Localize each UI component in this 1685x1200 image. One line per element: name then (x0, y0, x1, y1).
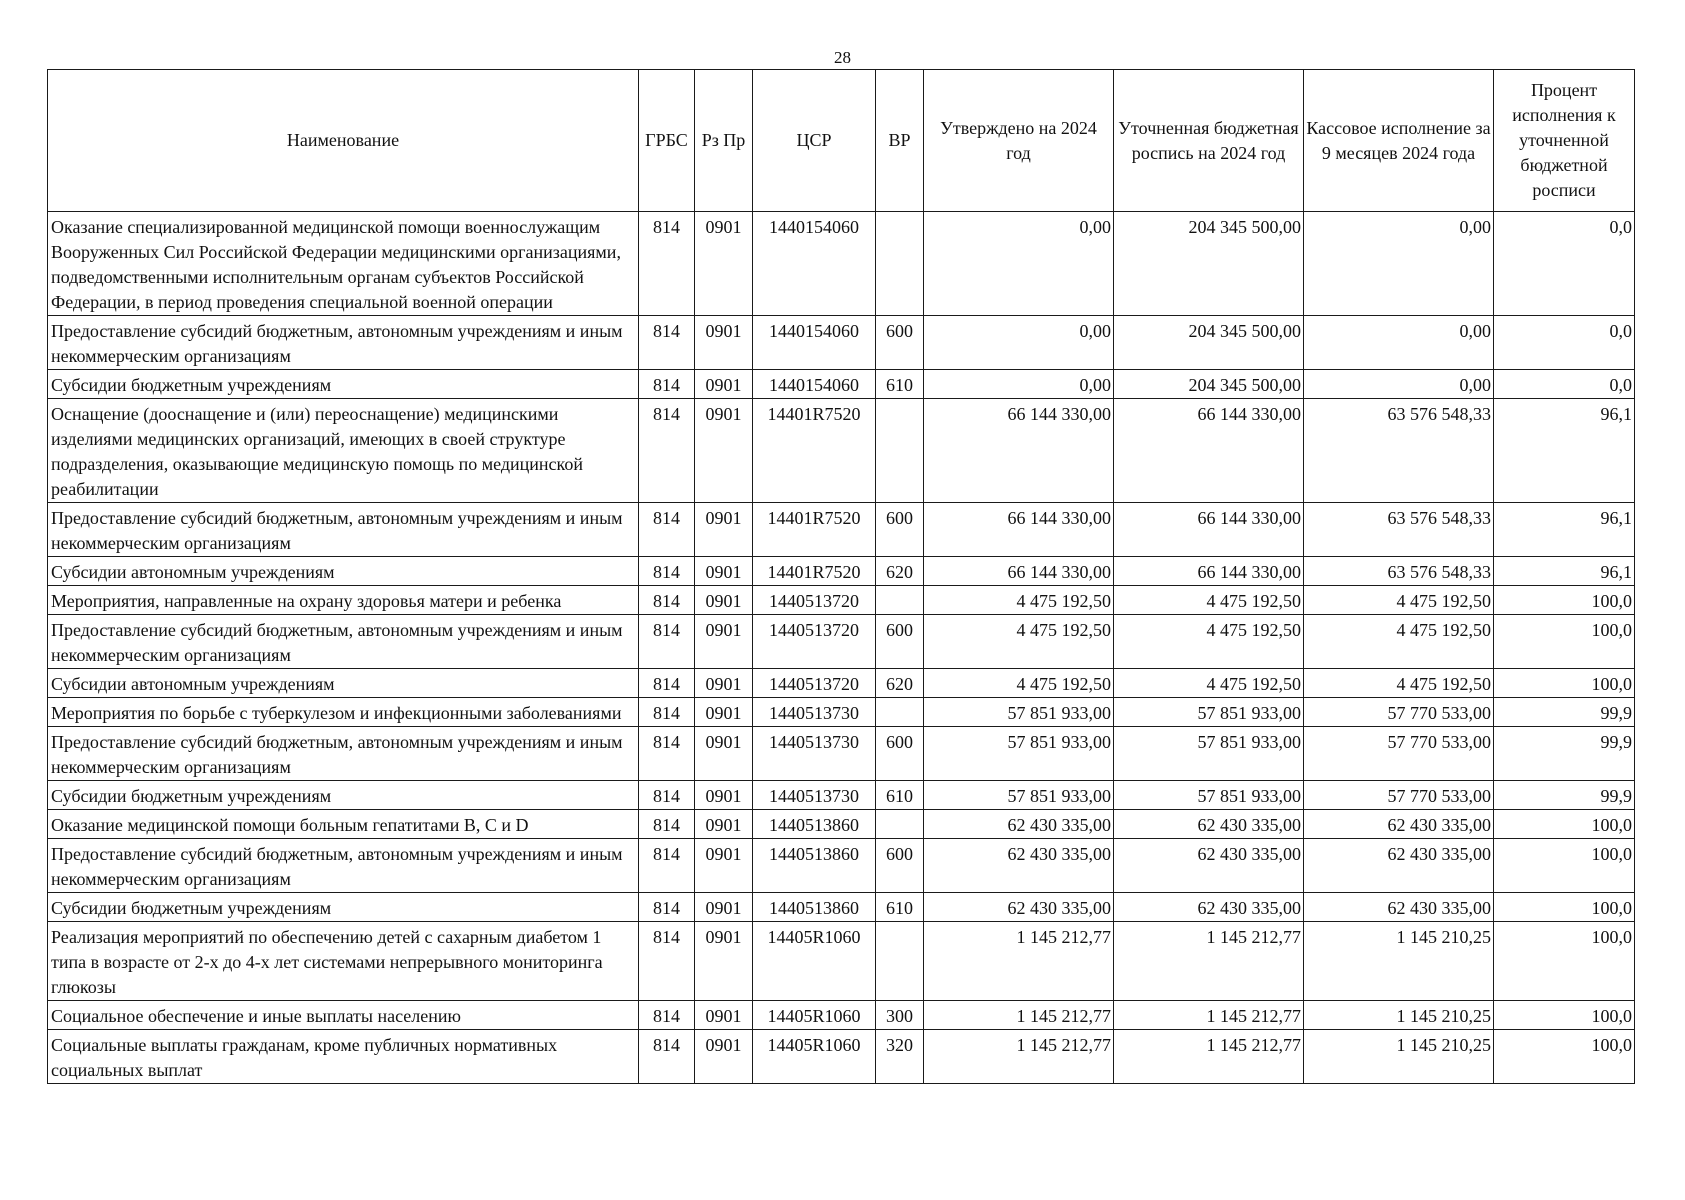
table-row (48, 212, 1635, 316)
table-body (48, 212, 1635, 1084)
row-name-cell: Реализация мероприятий по обеспечению детей с сахарным диабетом 1 типа в возрасте от 2-х до 4-х лет системами непрерывного мониторинга глюкозы (48, 922, 639, 1001)
row-csr-cell: 14405R1060 (753, 1001, 876, 1030)
table-row (48, 1030, 1635, 1084)
row-percent-cell: 100,0 (1494, 1030, 1635, 1084)
table-row (48, 727, 1635, 781)
row-grbs-cell: 814 (639, 669, 695, 698)
row-vr-cell (876, 810, 924, 839)
row-grbs-cell: 814 (639, 316, 695, 370)
row-csr-cell: 1440513720 (753, 586, 876, 615)
row-grbs-cell: 814 (639, 781, 695, 810)
table-row (48, 922, 1635, 1001)
row-percent-cell: 96,1 (1494, 503, 1635, 557)
row-approved-cell: 62 430 335,00 (924, 839, 1114, 893)
row-vr-cell: 600 (876, 839, 924, 893)
row-vr-cell (876, 698, 924, 727)
row-vr-cell: 610 (876, 893, 924, 922)
row-rzpr-cell: 0901 (695, 503, 753, 557)
row-name-cell: Оказание медицинской помощи больным гепатитами B, C и D (48, 810, 639, 839)
row-approved-cell: 1 145 212,77 (924, 922, 1114, 1001)
row-approved-cell: 1 145 212,77 (924, 1030, 1114, 1084)
row-grbs-cell: 814 (639, 557, 695, 586)
row-grbs-cell: 814 (639, 698, 695, 727)
row-rzpr-cell: 0901 (695, 1030, 753, 1084)
row-vr-cell (876, 586, 924, 615)
row-name-cell: Оснащение (дооснащение и (или) переоснащение) медицинскими изделиями медицинских организаций, имеющих в своей структуре подразделения, оказывающие медицинскую помощь по медицинской реабилитации (48, 399, 639, 503)
row-refined-cell: 66 144 330,00 (1114, 399, 1304, 503)
page-number: 28 (834, 48, 851, 67)
row-vr-cell: 620 (876, 669, 924, 698)
row-rzpr-cell: 0901 (695, 922, 753, 1001)
row-approved-cell: 57 851 933,00 (924, 781, 1114, 810)
row-name-cell: Оказание специализированной медицинской помощи военнослужащим Вооруженных Сил Российской Федерации медицинскими организациями, подведомственными исполнительным органам субъектов Российской Федерации, в период проведения специальной военной операции (48, 212, 639, 316)
row-cash-cell: 57 770 533,00 (1304, 781, 1494, 810)
row-cash-cell: 63 576 548,33 (1304, 503, 1494, 557)
row-vr-cell (876, 922, 924, 1001)
row-rzpr-cell: 0901 (695, 586, 753, 615)
table-row (48, 781, 1635, 810)
row-vr-cell: 600 (876, 503, 924, 557)
row-refined-cell: 57 851 933,00 (1114, 727, 1304, 781)
row-cash-cell: 63 576 548,33 (1304, 399, 1494, 503)
row-name-cell: Субсидии автономным учреждениям (48, 669, 639, 698)
row-approved-cell: 0,00 (924, 316, 1114, 370)
row-csr-cell: 1440154060 (753, 370, 876, 399)
table-row (48, 399, 1635, 503)
header-csr: ЦСР (753, 70, 876, 212)
row-percent-cell: 0,0 (1494, 316, 1635, 370)
row-percent-cell: 100,0 (1494, 669, 1635, 698)
header-rzpr: Рз Пр (695, 70, 753, 212)
row-rzpr-cell: 0901 (695, 727, 753, 781)
row-cash-cell: 4 475 192,50 (1304, 669, 1494, 698)
row-csr-cell: 1440513720 (753, 669, 876, 698)
row-name-cell: Мероприятия, направленные на охрану здоровья матери и ребенка (48, 586, 639, 615)
row-percent-cell: 0,0 (1494, 370, 1635, 399)
table-row (48, 698, 1635, 727)
row-vr-cell: 610 (876, 781, 924, 810)
row-name-cell: Мероприятия по борьбе с туберкулезом и инфекционными заболеваниями (48, 698, 639, 727)
row-refined-cell: 62 430 335,00 (1114, 839, 1304, 893)
header-cash: Кассовое исполнение за 9 месяцев 2024 года (1304, 70, 1494, 212)
row-csr-cell: 1440513730 (753, 781, 876, 810)
header-vr: ВР (876, 70, 924, 212)
table-row (48, 586, 1635, 615)
row-refined-cell: 62 430 335,00 (1114, 893, 1304, 922)
row-name-cell: Предоставление субсидий бюджетным, автономным учреждениям и иным некоммерческим организациям (48, 316, 639, 370)
row-cash-cell: 62 430 335,00 (1304, 893, 1494, 922)
row-csr-cell: 1440513730 (753, 698, 876, 727)
row-rzpr-cell: 0901 (695, 698, 753, 727)
row-percent-cell: 100,0 (1494, 586, 1635, 615)
row-vr-cell: 300 (876, 1001, 924, 1030)
row-name-cell: Предоставление субсидий бюджетным, автономным учреждениям и иным некоммерческим организациям (48, 839, 639, 893)
row-name-cell: Субсидии бюджетным учреждениям (48, 781, 639, 810)
row-approved-cell: 66 144 330,00 (924, 399, 1114, 503)
row-percent-cell: 0,0 (1494, 212, 1635, 316)
row-grbs-cell: 814 (639, 399, 695, 503)
table-row (48, 615, 1635, 669)
row-grbs-cell: 814 (639, 922, 695, 1001)
row-csr-cell: 1440513860 (753, 810, 876, 839)
row-percent-cell: 96,1 (1494, 399, 1635, 503)
row-refined-cell: 204 345 500,00 (1114, 370, 1304, 399)
row-approved-cell: 66 144 330,00 (924, 503, 1114, 557)
row-cash-cell: 62 430 335,00 (1304, 810, 1494, 839)
row-vr-cell (876, 212, 924, 316)
row-name-cell: Субсидии бюджетным учреждениям (48, 370, 639, 399)
row-cash-cell: 57 770 533,00 (1304, 698, 1494, 727)
row-cash-cell: 4 475 192,50 (1304, 586, 1494, 615)
row-approved-cell: 0,00 (924, 212, 1114, 316)
row-rzpr-cell: 0901 (695, 810, 753, 839)
row-name-cell: Субсидии бюджетным учреждениям (48, 893, 639, 922)
row-grbs-cell: 814 (639, 893, 695, 922)
row-approved-cell: 66 144 330,00 (924, 557, 1114, 586)
row-approved-cell: 0,00 (924, 370, 1114, 399)
row-vr-cell: 620 (876, 557, 924, 586)
row-approved-cell: 4 475 192,50 (924, 615, 1114, 669)
row-rzpr-cell: 0901 (695, 316, 753, 370)
row-cash-cell: 1 145 210,25 (1304, 922, 1494, 1001)
header-percent: Процент исполнения к уточненной бюджетной росписи (1494, 70, 1635, 212)
row-rzpr-cell: 0901 (695, 557, 753, 586)
row-cash-cell: 62 430 335,00 (1304, 839, 1494, 893)
row-csr-cell: 14401R7520 (753, 399, 876, 503)
header-refined: Уточненная бюджетная роспись на 2024 год (1114, 70, 1304, 212)
table-row (48, 1001, 1635, 1030)
row-refined-cell: 1 145 212,77 (1114, 922, 1304, 1001)
row-percent-cell: 100,0 (1494, 922, 1635, 1001)
budget-table (47, 69, 1635, 1084)
row-csr-cell: 1440513860 (753, 839, 876, 893)
row-rzpr-cell: 0901 (695, 839, 753, 893)
row-percent-cell: 100,0 (1494, 810, 1635, 839)
row-rzpr-cell: 0901 (695, 399, 753, 503)
row-csr-cell: 1440154060 (753, 212, 876, 316)
row-refined-cell: 1 145 212,77 (1114, 1001, 1304, 1030)
row-name-cell: Предоставление субсидий бюджетным, автономным учреждениям и иным некоммерческим организациям (48, 503, 639, 557)
row-refined-cell: 57 851 933,00 (1114, 781, 1304, 810)
row-approved-cell: 57 851 933,00 (924, 698, 1114, 727)
row-rzpr-cell: 0901 (695, 1001, 753, 1030)
row-vr-cell (876, 399, 924, 503)
row-name-cell: Субсидии автономным учреждениям (48, 557, 639, 586)
row-grbs-cell: 814 (639, 615, 695, 669)
row-rzpr-cell: 0901 (695, 781, 753, 810)
row-cash-cell: 0,00 (1304, 370, 1494, 399)
row-cash-cell: 57 770 533,00 (1304, 727, 1494, 781)
row-csr-cell: 14405R1060 (753, 922, 876, 1001)
row-grbs-cell: 814 (639, 212, 695, 316)
row-refined-cell: 66 144 330,00 (1114, 557, 1304, 586)
row-refined-cell: 57 851 933,00 (1114, 698, 1304, 727)
table-row (48, 839, 1635, 893)
row-refined-cell: 62 430 335,00 (1114, 810, 1304, 839)
row-percent-cell: 100,0 (1494, 615, 1635, 669)
row-cash-cell: 1 145 210,25 (1304, 1001, 1494, 1030)
row-name-cell: Предоставление субсидий бюджетным, автономным учреждениям и иным некоммерческим организациям (48, 727, 639, 781)
row-cash-cell: 63 576 548,33 (1304, 557, 1494, 586)
row-refined-cell: 1 145 212,77 (1114, 1030, 1304, 1084)
row-csr-cell: 14401R7520 (753, 503, 876, 557)
row-approved-cell: 62 430 335,00 (924, 893, 1114, 922)
table-row (48, 370, 1635, 399)
row-csr-cell: 14401R7520 (753, 557, 876, 586)
row-rzpr-cell: 0901 (695, 893, 753, 922)
row-cash-cell: 0,00 (1304, 212, 1494, 316)
table-row (48, 669, 1635, 698)
row-cash-cell: 0,00 (1304, 316, 1494, 370)
row-grbs-cell: 814 (639, 503, 695, 557)
row-grbs-cell: 814 (639, 1001, 695, 1030)
row-approved-cell: 57 851 933,00 (924, 727, 1114, 781)
table-row (48, 557, 1635, 586)
header-approved: Утверждено на 2024 год (924, 70, 1114, 212)
row-name-cell: Социальные выплаты гражданам, кроме публичных нормативных социальных выплат (48, 1030, 639, 1084)
row-vr-cell: 320 (876, 1030, 924, 1084)
table-row (48, 893, 1635, 922)
row-approved-cell: 4 475 192,50 (924, 669, 1114, 698)
row-grbs-cell: 814 (639, 1030, 695, 1084)
row-rzpr-cell: 0901 (695, 212, 753, 316)
row-percent-cell: 100,0 (1494, 893, 1635, 922)
row-grbs-cell: 814 (639, 586, 695, 615)
row-rzpr-cell: 0901 (695, 669, 753, 698)
table-row (48, 316, 1635, 370)
row-cash-cell: 4 475 192,50 (1304, 615, 1494, 669)
row-name-cell: Социальное обеспечение и иные выплаты населению (48, 1001, 639, 1030)
row-percent-cell: 100,0 (1494, 1001, 1635, 1030)
row-csr-cell: 1440154060 (753, 316, 876, 370)
row-approved-cell: 62 430 335,00 (924, 810, 1114, 839)
table-row (48, 810, 1635, 839)
row-refined-cell: 204 345 500,00 (1114, 212, 1304, 316)
row-percent-cell: 99,9 (1494, 781, 1635, 810)
row-grbs-cell: 814 (639, 727, 695, 781)
header-grbs: ГРБС (639, 70, 695, 212)
header-row (48, 70, 1635, 212)
row-percent-cell: 100,0 (1494, 839, 1635, 893)
row-csr-cell: 1440513720 (753, 615, 876, 669)
row-percent-cell: 99,9 (1494, 698, 1635, 727)
row-csr-cell: 1440513730 (753, 727, 876, 781)
row-vr-cell: 610 (876, 370, 924, 399)
row-vr-cell: 600 (876, 615, 924, 669)
row-vr-cell: 600 (876, 316, 924, 370)
row-refined-cell: 4 475 192,50 (1114, 669, 1304, 698)
row-percent-cell: 96,1 (1494, 557, 1635, 586)
table-row (48, 503, 1635, 557)
row-grbs-cell: 814 (639, 810, 695, 839)
row-grbs-cell: 814 (639, 370, 695, 399)
row-refined-cell: 4 475 192,50 (1114, 615, 1304, 669)
row-refined-cell: 4 475 192,50 (1114, 586, 1304, 615)
row-refined-cell: 204 345 500,00 (1114, 316, 1304, 370)
row-cash-cell: 1 145 210,25 (1304, 1030, 1494, 1084)
row-refined-cell: 66 144 330,00 (1114, 503, 1304, 557)
row-approved-cell: 1 145 212,77 (924, 1001, 1114, 1030)
row-csr-cell: 1440513860 (753, 893, 876, 922)
row-approved-cell: 4 475 192,50 (924, 586, 1114, 615)
row-csr-cell: 14405R1060 (753, 1030, 876, 1084)
row-rzpr-cell: 0901 (695, 615, 753, 669)
row-percent-cell: 99,9 (1494, 727, 1635, 781)
header-name: Наименование (48, 70, 639, 212)
row-grbs-cell: 814 (639, 839, 695, 893)
row-name-cell: Предоставление субсидий бюджетным, автономным учреждениям и иным некоммерческим организациям (48, 615, 639, 669)
row-vr-cell: 600 (876, 727, 924, 781)
row-rzpr-cell: 0901 (695, 370, 753, 399)
